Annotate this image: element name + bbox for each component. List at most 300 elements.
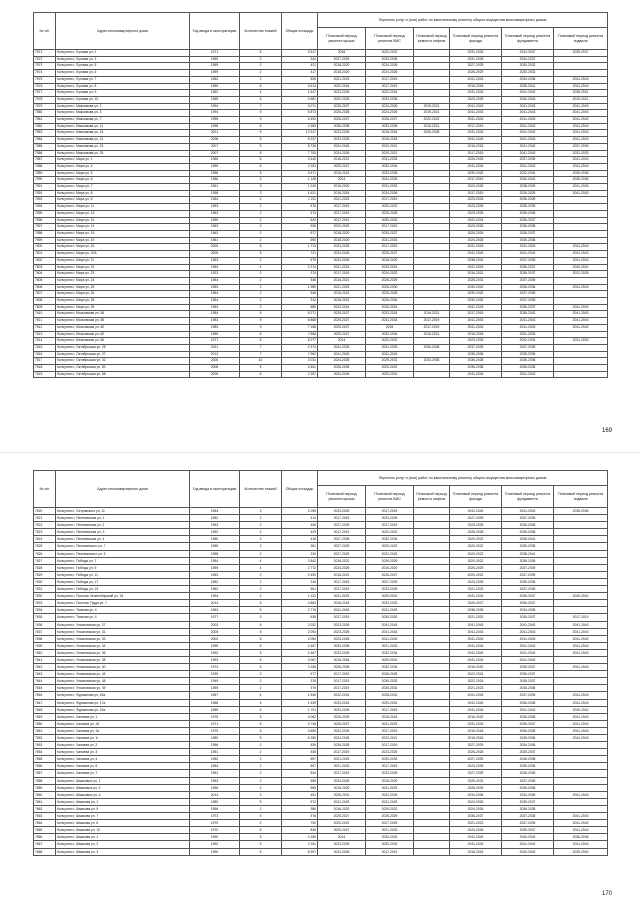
cell-lift xyxy=(414,257,450,264)
cell-num: 7635 xyxy=(34,614,56,621)
cell-vis: 2016-2018 xyxy=(366,130,414,137)
cell-vis: 2030-2032 xyxy=(366,834,414,841)
cell-basement xyxy=(554,557,608,564)
cell-lift: 2036-2038 xyxy=(414,344,450,351)
cell-roof: 2024-2026 xyxy=(318,564,366,571)
cell-lift xyxy=(414,600,450,607)
table-row xyxy=(34,117,608,124)
cell-foundation: 2041-2043 xyxy=(502,123,554,130)
cell-vis: 2023-2025 xyxy=(366,586,414,593)
cell-address: Колчугино г, Шмаковых ул, 1 xyxy=(56,777,190,784)
cell-address: Колчугино г, Мира ул, 25 xyxy=(56,284,190,291)
cell-area: 386 xyxy=(282,805,318,812)
cell-num: 7644 xyxy=(34,678,56,685)
cell-basement xyxy=(554,671,608,678)
cell-num: 7574 xyxy=(34,70,56,77)
cell-year: 1971 xyxy=(190,50,240,57)
cell-lift xyxy=(414,70,450,77)
col-header-facade: Плановый период ремонта фасада xyxy=(450,28,502,50)
cell-floors: 5 xyxy=(240,150,282,157)
table-row xyxy=(34,56,608,63)
cell-floors: 5 xyxy=(240,713,282,720)
cell-lift xyxy=(414,813,450,820)
cell-floors: 5 xyxy=(240,311,282,318)
cell-num: 7651 xyxy=(34,727,56,734)
cell-lift xyxy=(414,271,450,278)
table-row xyxy=(34,298,608,305)
cell-address: Колчугино г, Мира ул, 7 xyxy=(56,184,190,191)
cell-area: 2 842 xyxy=(282,557,318,564)
table-row xyxy=(34,237,608,244)
cell-foundation: 2036-2038 xyxy=(502,578,554,585)
cell-foundation: 2038-2039 xyxy=(502,770,554,777)
cell-floors: 2 xyxy=(240,284,282,291)
cell-foundation: 2034-2037 xyxy=(502,56,554,63)
cell-num: 7610 xyxy=(34,311,56,318)
cell-floors: 2 xyxy=(240,277,282,284)
cell-year: 1963 xyxy=(190,607,240,614)
cell-foundation: 2037-2039 xyxy=(502,820,554,827)
cell-address: Колчугино г, Чапаева ул, 1г xyxy=(56,735,190,742)
cell-vis: 2020-2022 xyxy=(366,50,414,57)
cell-foundation: 2036-2038 xyxy=(502,365,554,372)
cell-foundation: 2036-2038 xyxy=(502,358,554,365)
cell-floors: 2 xyxy=(240,578,282,585)
cell-year: 1974 xyxy=(190,664,240,671)
cell-basement: 2041-2043 xyxy=(554,735,608,742)
cell-lift xyxy=(414,735,450,742)
cell-foundation: 2036-2038 xyxy=(502,784,554,791)
cell-area: 2 054 xyxy=(282,635,318,642)
cell-num: 7636 xyxy=(34,621,56,628)
cell-facade: 2023-2025 xyxy=(450,96,502,103)
cell-basement xyxy=(554,805,608,812)
cell-foundation: 2041-2043 xyxy=(502,649,554,656)
col-header-lift: Плановый период ремонта лифтов xyxy=(414,486,450,508)
cell-lift xyxy=(414,365,450,372)
table-row xyxy=(34,365,608,372)
cell-vis: 2021-2023 xyxy=(366,827,414,834)
cell-num: 7614 xyxy=(34,338,56,345)
table-row xyxy=(34,706,608,713)
cell-foundation: 2040-2043 xyxy=(502,848,554,855)
cell-area: 3 155 xyxy=(282,664,318,671)
cell-lift xyxy=(414,56,450,63)
table-row xyxy=(34,749,608,756)
table-row xyxy=(34,177,608,184)
cell-facade: 2020-2022 xyxy=(450,550,502,557)
table-row xyxy=(34,204,608,211)
cell-basement: 2035-2040 xyxy=(554,848,608,855)
cell-lift xyxy=(414,291,450,298)
cell-lift xyxy=(414,298,450,305)
cell-vis: 2032-2034 xyxy=(366,649,414,656)
cell-foundation: 2041-2043 xyxy=(502,324,554,331)
cell-year: 1971 xyxy=(190,720,240,727)
cell-foundation: 2041-2043 xyxy=(502,656,554,663)
cell-roof: 2014 xyxy=(318,834,366,841)
cell-address: Колчугино г, Московская ул, 66 xyxy=(56,338,190,345)
cell-facade: 2041-2043 xyxy=(450,834,502,841)
cell-floors: 2 xyxy=(240,671,282,678)
cell-foundation: 2041-2043 xyxy=(502,150,554,157)
cell-year: 2003 xyxy=(190,621,240,628)
cell-year: 2007 xyxy=(190,143,240,150)
table-row xyxy=(34,83,608,90)
cell-address: Колчугино г, Октябрьская ул, 86 xyxy=(56,371,190,378)
cell-address: Колчугино г, Шмакова ул, 10 xyxy=(56,827,190,834)
cell-facade: 2041-2043 xyxy=(450,264,502,271)
cell-vis: 2020-2022 xyxy=(366,271,414,278)
cell-foundation: 2041-2043 xyxy=(502,635,554,642)
col-header-area: Общая площадь xyxy=(282,13,318,50)
cell-facade: 2022-2024 xyxy=(450,671,502,678)
cell-basement: 2041-2043 xyxy=(554,699,608,706)
cell-roof: 2016-2020 xyxy=(318,184,366,191)
cell-foundation: 2036-2038 xyxy=(502,237,554,244)
cell-foundation: 2038-2039 xyxy=(502,184,554,191)
cell-vis: 2026-2031 xyxy=(366,304,414,311)
cell-lift xyxy=(414,550,450,557)
cell-num: 7645 xyxy=(34,685,56,692)
cell-area: 2 032 xyxy=(282,621,318,628)
cell-roof: 2016-2018 xyxy=(318,190,366,197)
cell-area: 3 614 xyxy=(282,83,318,90)
cell-lift: 2019-2021 xyxy=(414,110,450,117)
cell-lift xyxy=(414,642,450,649)
cell-address: Колчугино г, Ульяновская ул, 44 xyxy=(56,671,190,678)
cell-year: 1962 xyxy=(190,90,240,97)
cell-lift xyxy=(414,277,450,284)
cell-year: 1985 xyxy=(190,331,240,338)
cell-address: Колчугино г, Шмакова ул, 1 xyxy=(56,798,190,805)
cell-area: 1 211 xyxy=(282,197,318,204)
cell-area: 7 868 xyxy=(282,331,318,338)
cell-num: 7658 xyxy=(34,777,56,784)
cell-foundation: 2037-2039 xyxy=(502,777,554,784)
cell-lift xyxy=(414,678,450,685)
cell-num: 7654 xyxy=(34,749,56,756)
cell-area: 381 xyxy=(282,543,318,550)
cell-facade: 2020-2022 xyxy=(450,536,502,543)
cell-vis: 2021-2023 xyxy=(366,720,414,727)
cell-basement xyxy=(554,515,608,522)
cell-roof: 2021-2023 xyxy=(318,593,366,600)
cell-area: 3 517 xyxy=(282,50,318,57)
cell-facade: 2034-2036 xyxy=(450,791,502,798)
cell-basement xyxy=(554,331,608,338)
cell-year: 1977 xyxy=(190,614,240,621)
cell-facade: 2021-2023 xyxy=(450,614,502,621)
cell-lift xyxy=(414,593,450,600)
cell-num: 7624 xyxy=(34,536,56,543)
cell-vis: 2033-2035 xyxy=(366,96,414,103)
cell-basement: 2041-2043 xyxy=(554,163,608,170)
cell-foundation: 2034-2036 xyxy=(502,742,554,749)
cell-basement xyxy=(554,344,608,351)
table-row xyxy=(34,150,608,157)
cell-roof: 2022-2024 xyxy=(318,83,366,90)
cell-basement: 2040-2042 xyxy=(554,593,608,600)
cell-area: 451 xyxy=(282,791,318,798)
cell-area: 417 xyxy=(282,70,318,77)
cell-year: 1962 xyxy=(190,586,240,593)
cell-facade: 2030-2032 xyxy=(450,170,502,177)
cell-vis: 2026-2029 xyxy=(366,557,414,564)
cell-address: Колчугино г, Московская ул, 56 xyxy=(56,311,190,318)
cell-foundation: 2035-2036 xyxy=(502,284,554,291)
cell-num: 7581 xyxy=(34,117,56,124)
cell-num: 7583 xyxy=(34,130,56,137)
cell-facade: 2022-2024 xyxy=(450,678,502,685)
cell-address: Колчугино г, Пелевинского ул, 9 xyxy=(56,550,190,557)
cell-floors: 2 xyxy=(240,271,282,278)
cell-address: Колчугино г, Чапаева ул, 7 xyxy=(56,770,190,777)
cell-basement: 2035-2036 xyxy=(554,508,608,515)
cell-year: 2007 xyxy=(190,150,240,157)
cell-num: 7664 xyxy=(34,820,56,827)
cell-facade: 2030-2032 xyxy=(450,291,502,298)
cell-basement: 2041-2043 xyxy=(554,304,608,311)
cell-foundation: 2041-2043 xyxy=(502,130,554,137)
cell-floors: 4 xyxy=(240,699,282,706)
cell-basement: 2041-2043 xyxy=(554,83,608,90)
cell-roof: 2023-2025 xyxy=(318,90,366,97)
table-row xyxy=(34,110,608,117)
cell-floors: 9 xyxy=(240,117,282,124)
cell-area: 561 xyxy=(282,586,318,593)
table-row xyxy=(34,217,608,224)
cell-year: 2002 xyxy=(190,635,240,642)
cell-roof: 2023-2025 xyxy=(318,130,366,137)
cell-lift: 2026-2028 xyxy=(414,130,450,137)
cell-address: Колчугино г, Мира ул, 6 xyxy=(56,177,190,184)
cell-year: 1954 xyxy=(190,763,240,770)
col-header-num: № п/п xyxy=(34,471,56,508)
cell-year: 1951 xyxy=(190,749,240,756)
cell-roof: 2017-2019 xyxy=(318,671,366,678)
cell-roof: 2017-2019 xyxy=(318,578,366,585)
table-row xyxy=(34,649,608,656)
cell-address: Колчугино г, Октябрьская ул, 32 xyxy=(56,358,190,365)
cell-foundation: 2041-2043 xyxy=(502,117,554,124)
cell-facade: 2041-2043 xyxy=(450,110,502,117)
table-row xyxy=(34,600,608,607)
cell-floors: 2 xyxy=(240,550,282,557)
cell-vis: 2016-2018 xyxy=(366,713,414,720)
cell-area: 3 671 xyxy=(282,170,318,177)
cell-facade: 2027-2029 xyxy=(450,515,502,522)
cell-num: 7599 xyxy=(34,237,56,244)
cell-year: 1990 xyxy=(190,848,240,855)
cell-num: 7621 xyxy=(34,515,56,522)
cell-facade: 2016-2018 xyxy=(450,143,502,150)
cell-foundation: 2041-2043 xyxy=(502,163,554,170)
cell-floors: 4 xyxy=(240,692,282,699)
cell-area: 689 xyxy=(282,304,318,311)
col-header-basement: Плановый период ремонта подвала xyxy=(554,486,608,508)
cell-year: 1992 xyxy=(190,841,240,848)
cell-foundation: 2037-2039 xyxy=(502,298,554,305)
cell-vis: 2029-2031 xyxy=(366,593,414,600)
cell-basement: 2041-2043 xyxy=(554,257,608,264)
cell-area: 2 772 xyxy=(282,564,318,571)
cell-facade: 2026-2029 xyxy=(450,564,502,571)
cell-lift xyxy=(414,184,450,191)
cell-basement xyxy=(554,204,608,211)
cell-foundation: 2026-2029 xyxy=(502,190,554,197)
cell-num: 7655 xyxy=(34,756,56,763)
table-row xyxy=(34,163,608,170)
cell-address: Колчугино г, Ульяновская ул, 38 xyxy=(56,656,190,663)
table-row xyxy=(34,777,608,784)
cell-num: 7593 xyxy=(34,197,56,204)
col-header-address: Адрес многоквартирного дома xyxy=(56,13,190,50)
cell-num: 7601 xyxy=(34,251,56,258)
cell-num: 7602 xyxy=(34,257,56,264)
cell-roof: 2017-2019 xyxy=(318,770,366,777)
cell-area: 1 019 xyxy=(282,184,318,191)
table-row xyxy=(34,197,608,204)
cell-basement: 2041-2043 xyxy=(554,190,608,197)
cell-foundation: 2035-2037 xyxy=(502,217,554,224)
cell-roof: 2021-2023 xyxy=(318,197,366,204)
cell-lift xyxy=(414,848,450,855)
cell-vis: 2033-2032 xyxy=(366,600,414,607)
cell-foundation: 2041-2043 xyxy=(502,90,554,97)
cell-vis: 2033-2035 xyxy=(366,123,414,130)
cell-address: Колчугино г, Шмаковых ул, 2 xyxy=(56,784,190,791)
cell-floors: 5 xyxy=(240,635,282,642)
cell-lift xyxy=(414,827,450,834)
cell-area: 677 xyxy=(282,671,318,678)
cell-basement xyxy=(554,230,608,237)
cell-floors: 5 xyxy=(240,244,282,251)
cell-num: 7640 xyxy=(34,649,56,656)
cell-basement xyxy=(554,351,608,358)
cell-num: 7598 xyxy=(34,230,56,237)
cell-basement: 2041-2043 xyxy=(554,103,608,110)
table-row xyxy=(34,157,608,164)
cell-vis: 2020-2021 xyxy=(366,150,414,157)
cell-foundation: 2041-2043 xyxy=(502,143,554,150)
cell-vis: 2017-2019 xyxy=(366,742,414,749)
cell-area: 572 xyxy=(282,798,318,805)
cell-lift xyxy=(414,143,450,150)
cell-roof: 2018-2020 xyxy=(318,70,366,77)
cell-area: 640 xyxy=(282,217,318,224)
cell-year: 1959 xyxy=(190,56,240,63)
cell-facade: 2041-2043 xyxy=(450,699,502,706)
cell-area: 7 962 xyxy=(282,351,318,358)
cell-lift: 2016-2021 xyxy=(414,123,450,130)
cell-vis: 2031-2033 xyxy=(366,237,414,244)
cell-area: 673 xyxy=(282,210,318,217)
cell-foundation: 2037-2039 xyxy=(502,515,554,522)
cell-num: 7631 xyxy=(34,586,56,593)
cell-vis: 2027-2029 xyxy=(366,820,414,827)
cell-floors: 2 xyxy=(240,536,282,543)
cell-area: 2 374 xyxy=(282,264,318,271)
cell-year: 1964 xyxy=(190,264,240,271)
cell-foundation: 2036-2038 xyxy=(502,224,554,231)
table-row xyxy=(34,827,608,834)
cell-floors: 5 xyxy=(240,649,282,656)
cell-roof: 2025-2027 xyxy=(318,720,366,727)
cell-num: 7646 xyxy=(34,692,56,699)
cell-num: 7626 xyxy=(34,550,56,557)
cell-basement xyxy=(554,358,608,365)
cell-num: 7653 xyxy=(34,742,56,749)
cell-foundation: 2036-2037 xyxy=(502,600,554,607)
table-row xyxy=(34,656,608,663)
table-row xyxy=(34,642,608,649)
cell-lift xyxy=(414,204,450,211)
cell-year: 1965 xyxy=(190,96,240,103)
cell-roof: 2024-2026 xyxy=(318,371,366,378)
table-row xyxy=(34,230,608,237)
cell-roof: 2021-2023 xyxy=(318,763,366,770)
cell-address: Колчугино г, Фурманова ул, 17а xyxy=(56,699,190,706)
cell-basement: 2041-2043 xyxy=(554,318,608,325)
cell-floors: 2 xyxy=(240,770,282,777)
cell-foundation: 2041-2043 xyxy=(502,628,554,635)
table-row xyxy=(34,635,608,642)
cell-vis: 2024-2026 xyxy=(366,177,414,184)
cell-address: Колчугино г, Мира ул, 4 xyxy=(56,163,190,170)
cell-year: 1989 xyxy=(190,83,240,90)
cell-area: 379 xyxy=(282,685,318,692)
cell-basement xyxy=(554,678,608,685)
cell-address: Колчугино г, Мира ул, 28 xyxy=(56,298,190,305)
cell-facade: 2027-2029 xyxy=(450,63,502,70)
table-row xyxy=(34,90,608,97)
cell-roof: 2017-2019 xyxy=(318,685,366,692)
cell-facade: 2041-2043 xyxy=(450,593,502,600)
cell-roof: 2016-2018 xyxy=(318,656,366,663)
cell-num: 7607 xyxy=(34,291,56,298)
cell-year: 2005 xyxy=(190,628,240,635)
table-row xyxy=(34,664,608,671)
cell-foundation: 2038-2041 xyxy=(502,536,554,543)
cell-address: Колчугино г, Чапаева ул, 1б xyxy=(56,720,190,727)
cell-facade: 2023-2025 xyxy=(450,338,502,345)
cell-area: 312 xyxy=(282,298,318,305)
cell-area: 4 062 xyxy=(282,713,318,720)
cell-vis: 2024-2026 xyxy=(366,110,414,117)
cell-foundation: 2036-2042 xyxy=(502,311,554,318)
cell-floors: 2 xyxy=(240,56,282,63)
cell-basement: 2041-2043 xyxy=(554,157,608,164)
cell-floors: 9 xyxy=(240,324,282,331)
cell-floors: 2 xyxy=(240,756,282,763)
table-row xyxy=(34,324,608,331)
table-row xyxy=(34,508,608,515)
cell-lift xyxy=(414,338,450,345)
cell-area: 2 257 xyxy=(282,371,318,378)
cell-lift xyxy=(414,237,450,244)
cell-facade: 2016-2018 xyxy=(450,848,502,855)
col-header-floors: Количество этажей xyxy=(240,471,282,508)
cell-lift xyxy=(414,791,450,798)
cell-foundation: 2037-2039 xyxy=(502,564,554,571)
cell-vis: 2024-2026 xyxy=(366,103,414,110)
cell-lift xyxy=(414,685,450,692)
cell-vis: 2031-2033 xyxy=(366,344,414,351)
cell-floors: 2 xyxy=(240,257,282,264)
cell-area: 2 487 xyxy=(282,642,318,649)
cell-area: 416 xyxy=(282,536,318,543)
